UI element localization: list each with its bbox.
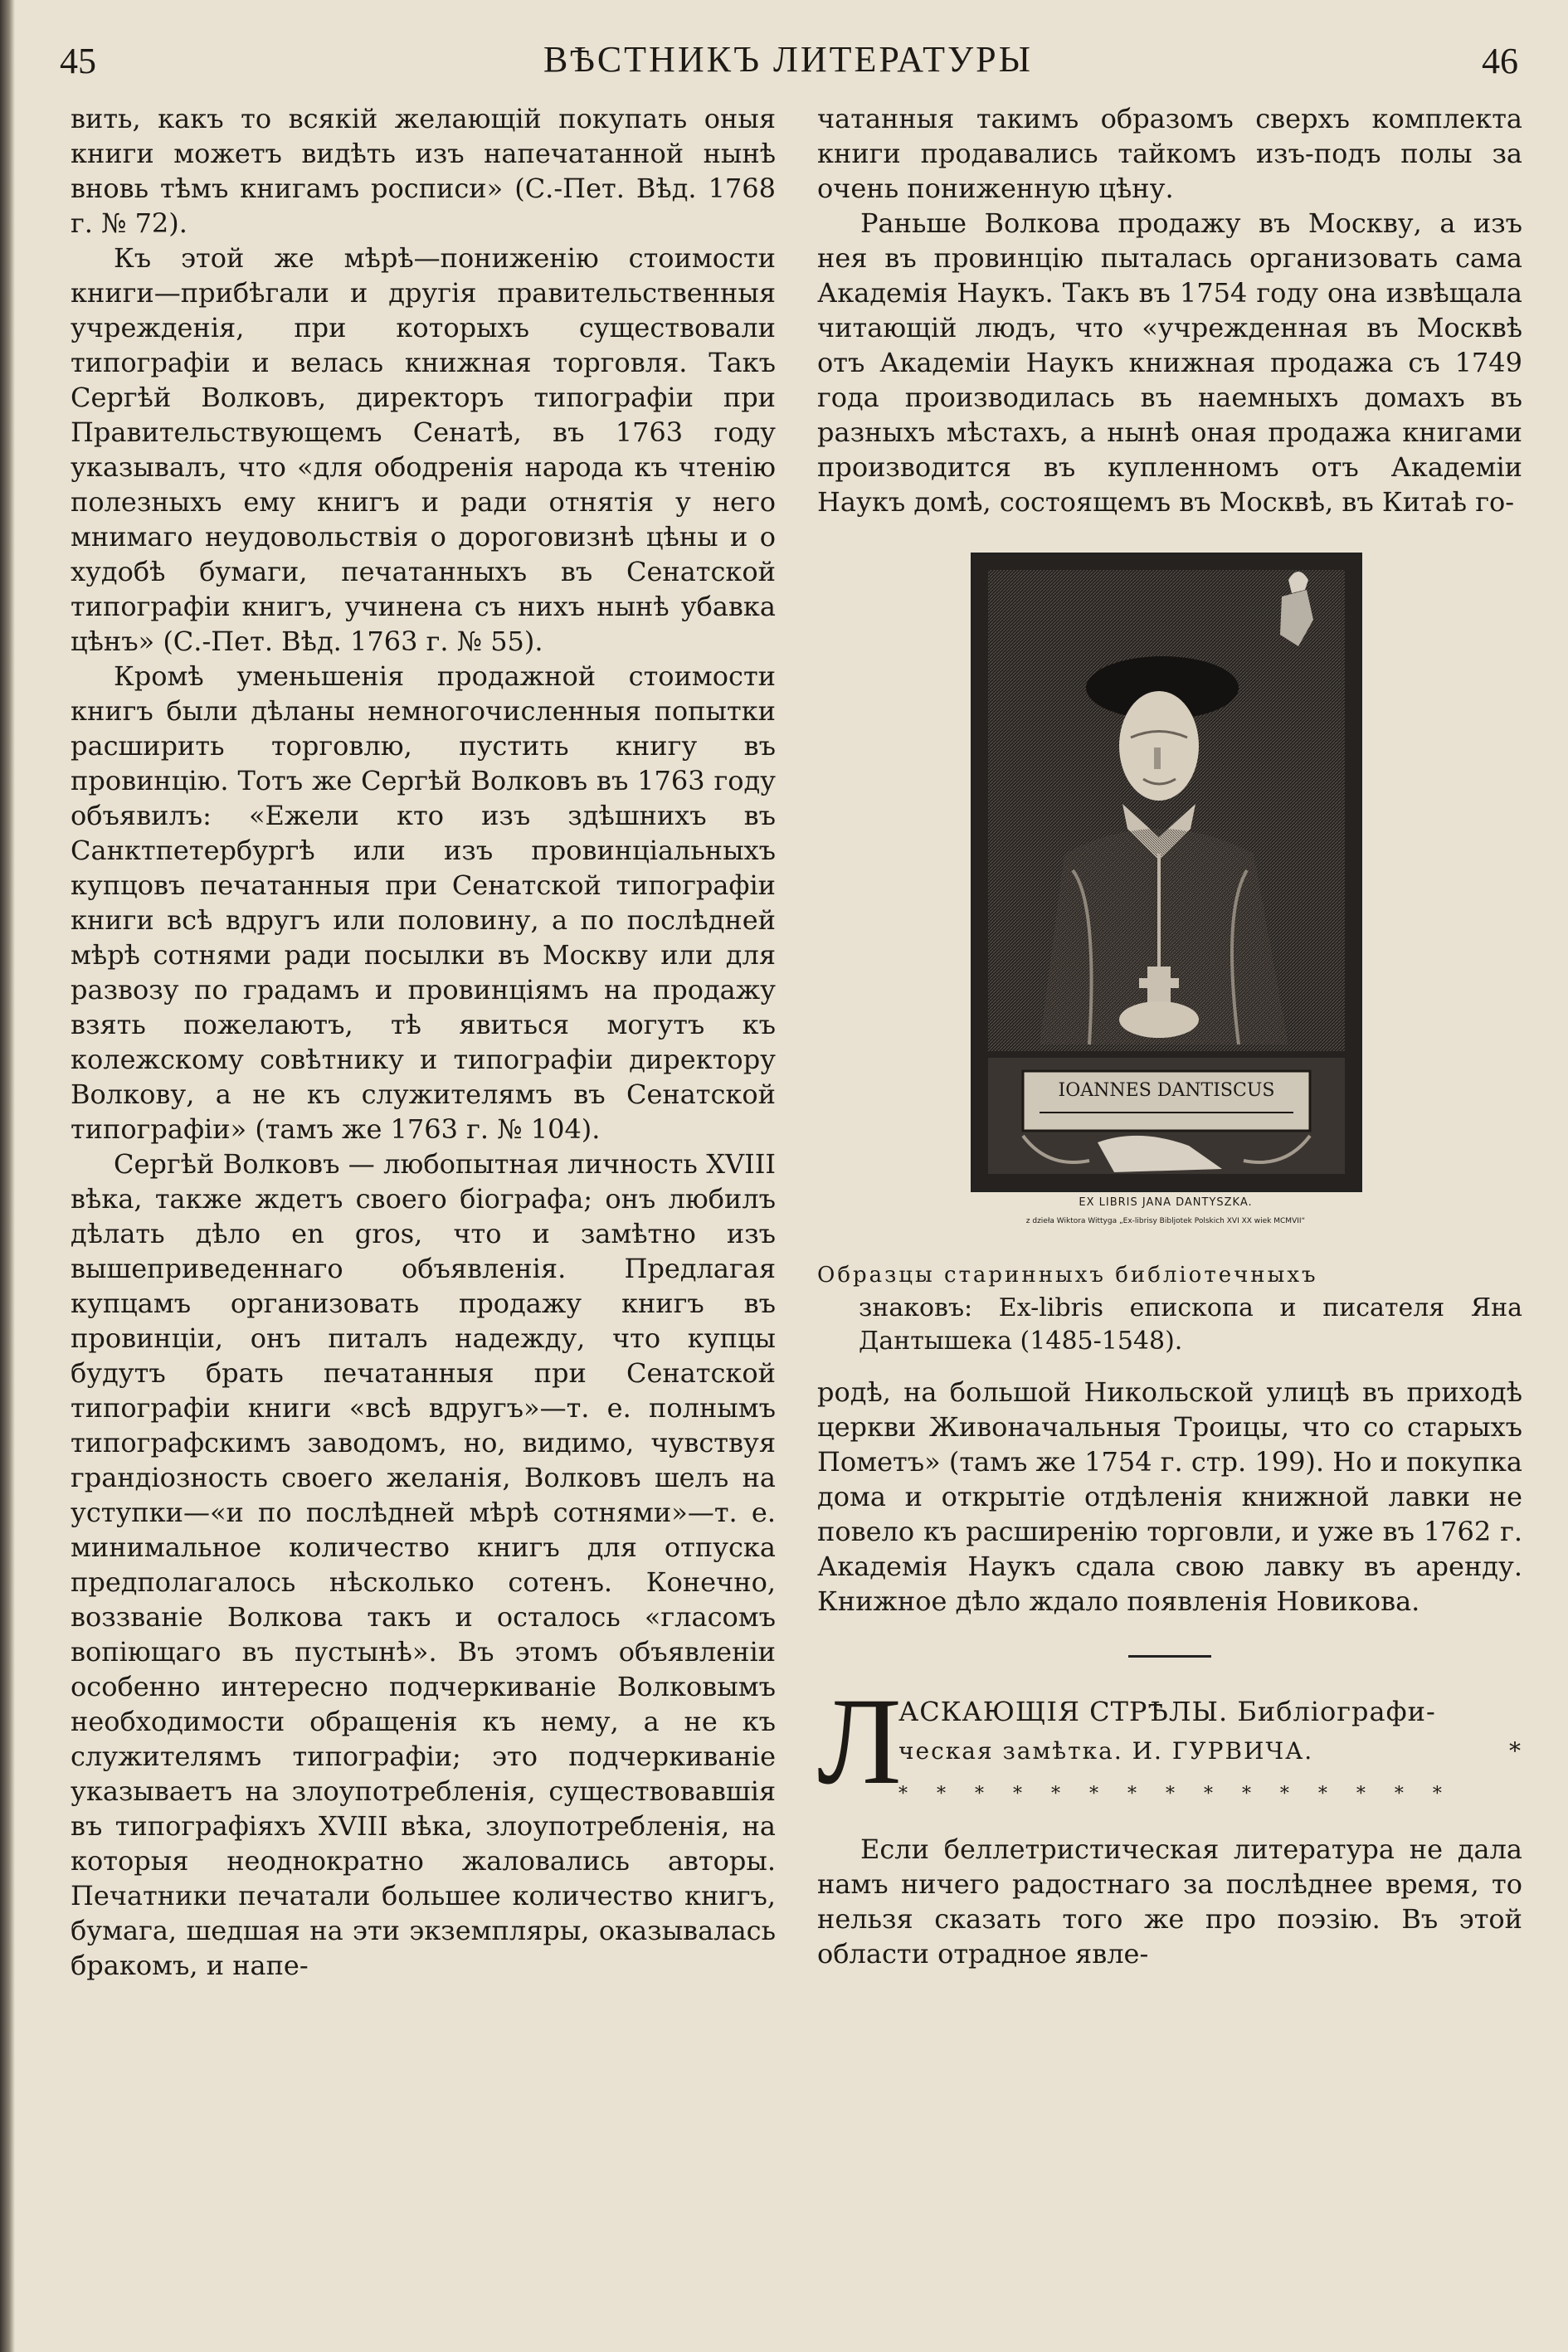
ex-libris-label: EX LIBRIS JANA DANTYSZKA. xyxy=(1079,1196,1253,1209)
paragraph: Сергѣй Волковъ — любопытная личность XVIII вѣка, также ждетъ своего біографа; онъ любилъ дѣлать дѣло en gros, что и замѣтно изъ вышеприведеннаго объявленія. Предлагая купцамъ организовать продажу книгъ въ провинціи, онъ питалъ надежду, что купцы будутъ брать печатанныя при Сенатской типографіи книги «всѣ вдругъ»—т. е. полнымъ типографскимъ заводомъ, но, видимо, чувствуя грандіозность своего желанія, Волковъ шелъ на уступки—«и по послѣдней мѣрѣ сотнями»—т. е. минимальное количество книгъ для отпуска предполагалось нѣсколько сотенъ. Конечно, воззваніе Волкова такъ и осталось «гласомъ вопіющаго въ пустынѣ». Въ этомъ объявленіи особенно интересно подчеркиваніе Волковымъ необходимости обращенія къ нему, а не къ служителямъ типографіи; это подчеркиваніе указываетъ на злоупотребленія, существовавшія въ типографіяхъ XVIII вѣка, злоупотребленія, на которыя неоднократно жаловались авторы. Печатники печатали большее количество книгъ, бумага, шедшая на эти экземпляры, оказывалась бракомъ, и напе- xyxy=(71,1148,776,1981)
paragraph: Кромѣ уменьшенія продажной стоимости книгъ были дѣланы немногочисленныя попытки расширить торговлю, пустить книгу въ провинцію. Тотъ же Сергѣй Волковъ въ 1763 году объявилъ: «Ежели кто изъ здѣшнихъ въ Санктпетербургѣ или изъ провинціальныхъ купцовъ печатанныя при Сенатской типографіи книги всѣ вдругъ или половину, а по послѣдней мѣрѣ сотнями ради посылки въ Москву или для развозу по градамъ и провинціямъ на продажу взять пожелаютъ, тѣ явиться могутъ къ колежскому совѣтнику и типографіи директору Волкову, а не къ служителямъ въ Сенатской типографіи» (тамъ же 1763 г. № 104). xyxy=(71,660,776,1145)
ex-libris-engraving xyxy=(971,553,1362,1192)
left-column xyxy=(71,101,776,1983)
journal-title: ВѢСТНИКЪ ЛИТЕРАТУРЫ xyxy=(543,39,1034,80)
figure-caption xyxy=(817,1258,1522,1358)
stars-ornament: * * * * * * * * * * * * * * * xyxy=(898,1784,1454,1804)
article-byline: ческая замѣтка. И. ГУРВИЧА. xyxy=(898,1737,1314,1765)
star-ornament: * xyxy=(1509,1737,1522,1765)
section-divider xyxy=(1128,1655,1211,1658)
paragraph: Раньше Волкова продажу въ Москву, а изъ нея въ провинцію пыталась организовать сама Академія Наукъ. Такъ въ 1754 году она извѣщала читающій людъ, что «учрежденная въ Москвѣ отъ Академіи Наукъ книжная продажа съ 1749 года производилась въ наемныхъ домахъ въ разныхъ мѣстахъ, а нынѣ оная продажа книгами производится въ купленномъ отъ Академіи Наукъ домѣ, состоящемъ въ Москвѣ, въ Китаѣ го- xyxy=(817,207,1522,518)
article-byline-row xyxy=(898,1734,1522,1769)
paragraph: родѣ, на большой Никольской улицѣ въ приходѣ церкви Живоначальныя Троицы, что со старыхъ Пометъ» (тамъ же 1754 г. стр. 199). Но и покупка дома и открытіе отдѣленія книжной лавки не повело къ расширенію торговли, и уже въ 1762 г. Академія Наукъ сдала свою лавку въ аренду. Книжное дѣло ждало появленія Новикова. xyxy=(817,1376,1522,1617)
caption-lead: Образцы старинныхъ библіотечныхъ xyxy=(817,1263,1318,1288)
caption-text: знаковъ: Ex-libris епископа и писателя Яна Дантышека (1485-1548). xyxy=(859,1293,1522,1356)
plaque-inscription: IOANNES DANTISCUS xyxy=(1058,1080,1275,1101)
article-heading xyxy=(817,1673,1522,1824)
ex-libris-figure xyxy=(971,553,1361,1225)
paragraph: вить, какъ то всякій желающій покупать оныя книги можетъ видѣть изъ напечатанной нынѣ вновь тѣмъ книгамъ росписи» (С.-Пет. Вѣд. 1768 г. № 72). xyxy=(71,103,776,239)
page-number-right: 46 xyxy=(1482,41,1518,81)
paragraph: Если беллетристическая литература не дала намъ ничего радостнаго за послѣднее время, то нельзя сказать того же про поэзію. Въ этой области отрадное явле- xyxy=(817,1833,1522,1970)
running-header xyxy=(50,32,1527,98)
paragraph: чатанныя такимъ образомъ сверхъ комплекта книги продавались тайкомъ изъ-подъ полы за очень пониженную цѣну. xyxy=(817,103,1522,204)
portrait-engraving-image xyxy=(973,555,1360,1190)
right-column xyxy=(817,101,1522,1971)
paragraph: Къ этой же мѣрѣ—пониженію стоимости книги—прибѣгали и другія правительственныя учрежденія, при которыхъ существовали типографіи и велась книжная торговля. Такъ Сергѣй Волковъ, директоръ типографіи при Правительствующемъ Сенатѣ, въ 1763 году указывалъ, что «для ободренія народа къ чтенію полезныхъ ему книгъ и ради отнятія у него мнимаго неудовольствія о дороговизнѣ цѣны и о худобѣ бумаги, печатанныхъ въ Сенатской типографіи книгъ, учинена съ нихъ нынѣ убавка цѣнъ» (С.-Пет. Вѣд. 1763 г. № 55). xyxy=(71,242,776,657)
ex-libris-source-note: z dzieła Wiktora Wittyga „Ex-librisy Bibljotek Polskich XVI XX wiek MCMVII“ xyxy=(1025,1217,1306,1225)
page-binding-edge xyxy=(0,0,15,2352)
article-title: АСКАЮЩІЯ СТРѢЛЫ. Библіографи- xyxy=(898,1696,1436,1727)
drop-cap: Л xyxy=(817,1673,902,1810)
page-number-left: 45 xyxy=(60,41,96,81)
